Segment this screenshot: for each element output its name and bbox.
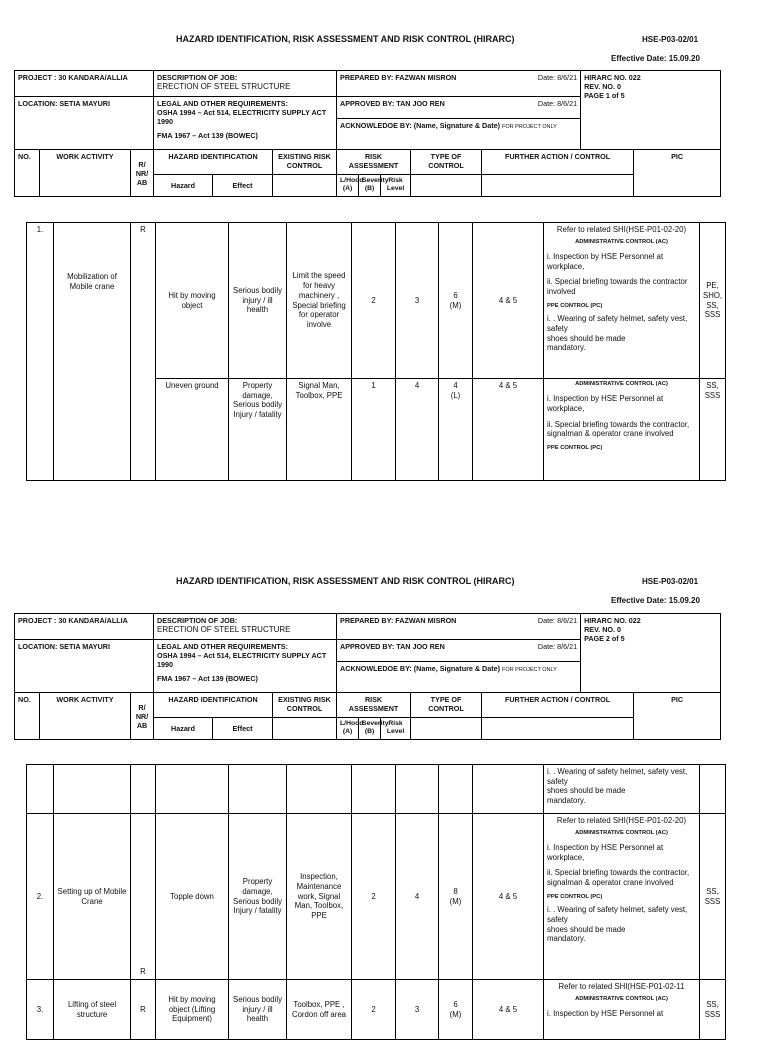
pic: SS, SSS xyxy=(700,980,726,1040)
existing-control: Inspection, Maintenance work, Signal Man, Toolbox, PPE xyxy=(287,814,352,980)
admin-control-heading: ADMINISTRATIVE CONTROL (AC) xyxy=(575,381,668,387)
document-title: HAZARD IDENTIFICATION, RISK ASSESSMENT AND RISK CONTROL (HIRARC) xyxy=(176,34,515,44)
risk-level: 6 (M) xyxy=(439,223,473,379)
col-existing-control: EXISTING RISK CONTROL xyxy=(273,150,337,175)
reference: Refer to related SHI(HSE-P01-02-11 xyxy=(558,982,685,991)
table-row xyxy=(27,765,726,814)
further-action xyxy=(544,223,700,379)
location-cell: LOCATION: SETIA MAYURI xyxy=(15,640,154,693)
ppe-control-heading: PPE CONTROL (PC) xyxy=(547,302,603,309)
admin-control-heading: ADMINISTRATIVE CONTROL (AC) xyxy=(575,238,668,245)
job-description-value: ERECTION OF STEEL STRUCTURE xyxy=(157,82,291,91)
hazard: Uneven ground xyxy=(156,379,229,481)
job-description-label: DESCRIPTION OF JOB: xyxy=(157,73,238,82)
risk-level: 6 (M) xyxy=(439,980,473,1040)
pic: PE, SHO, SS, SSS xyxy=(700,223,726,379)
col-hazard-identification: HAZARD IDENTIFICATION xyxy=(154,150,273,175)
risk-level: 4 (L) xyxy=(439,379,473,481)
admin-control-item: ii. Special briefing towards the contractor, signalman & operator crane involved xyxy=(547,868,690,888)
project-cell: PROJECT : 30 KANDARA/ALLIA xyxy=(15,71,154,97)
hazard-table-page-2 xyxy=(26,764,726,1040)
type-of-control: 4 & 5 xyxy=(473,980,544,1040)
admin-control-item: i. Inspection by HSE Personnel at xyxy=(547,1008,664,1018)
col-no: NO. xyxy=(15,150,40,197)
legal-line-2: FMA 1967 – Act 139 (BOWEC) xyxy=(157,674,258,683)
col-r-nr-ab: R/ NR/ AB xyxy=(131,150,154,197)
col-severity: Severity (B) xyxy=(359,718,381,740)
legal-line-1: OSHA 1994 – Act 514, ELECTRICITY SUPPLY ACT 1990 xyxy=(157,651,327,669)
col-blank xyxy=(482,718,634,740)
document-number: HSE-P03-02/01 xyxy=(642,577,699,586)
acknowledge-label: ACKNOWLEDOE BY: (Name, Signature & Date) xyxy=(340,121,501,130)
col-pic: PIC xyxy=(634,150,721,197)
col-blank xyxy=(273,718,337,740)
col-work-activity: WORK ACTIVITY xyxy=(40,693,131,740)
location-cell: LOCATION: SETIA MAYURI xyxy=(15,97,154,150)
col-blank xyxy=(411,175,482,197)
col-effect: Effect xyxy=(213,175,273,197)
admin-control-item: i. Inspection by HSE Personnel at workplace, xyxy=(547,842,664,862)
col-blank xyxy=(482,175,634,197)
admin-control-heading: ADMINISTRATIVE CONTROL (AC) xyxy=(575,829,668,836)
admin-control-item: ii. Special briefing towards the contractor, signalman & operator crane involved xyxy=(547,419,690,439)
col-type-of-control: TYPE OF CONTROL xyxy=(411,150,482,175)
row-number: 2. xyxy=(27,814,54,980)
likelihood: 2 xyxy=(352,223,396,379)
likelihood: 1 xyxy=(352,379,396,481)
ppe-control-heading: PPE CONTROL (PC) xyxy=(547,445,603,452)
legal-label: LEGAL AND OTHER REQUIREMENTS: xyxy=(157,99,288,108)
pic: SS, SSS xyxy=(700,379,726,481)
effect: Property damage, Serious bodily Injury / fatality xyxy=(229,814,287,980)
ppe-control-item: i. . Wearing of safety helmet, safety vest, safety shoes should be made mandatory. xyxy=(544,765,700,814)
col-hazard-identification: HAZARD IDENTIFICATION xyxy=(154,693,273,718)
revision-number: REV. NO. 0 xyxy=(584,82,621,91)
prepared-date: Date: 8/6/21 xyxy=(537,616,578,625)
table-row xyxy=(27,223,726,379)
work-activity: Mobilization of Mobile crane xyxy=(54,223,131,481)
row-number: 3. xyxy=(27,980,54,1040)
prepared-by-cell xyxy=(337,614,581,640)
col-hazard: Hazard xyxy=(154,175,213,197)
approved-date: Date: 8/6/21 xyxy=(537,642,578,651)
page-number: PAGE 2 of 5 xyxy=(584,634,625,643)
header-table xyxy=(14,613,721,740)
work-activity: Setting up of Mobile Crane xyxy=(54,814,131,980)
job-description-cell xyxy=(154,614,337,640)
col-risk-level: Risk Level xyxy=(381,718,411,740)
col-pic: PIC xyxy=(634,693,721,740)
hirarc-number: HIRARC NO. 022 xyxy=(584,616,641,625)
severity: 3 xyxy=(396,223,439,379)
hazard: Topple down xyxy=(156,814,229,980)
col-work-activity: WORK ACTIVITY xyxy=(40,150,131,197)
existing-control: Signal Man, Toolbox, PPE xyxy=(287,379,352,481)
effect: Serious bodily injury / ill health xyxy=(229,980,287,1040)
project-cell: PROJECT : 30 KANDARA/ALLIA xyxy=(15,614,154,640)
col-risk-assessment: RISK ASSESSMENT xyxy=(337,150,411,175)
legal-label: LEGAL AND OTHER REQUIREMENTS: xyxy=(157,642,288,651)
table-row xyxy=(27,814,726,980)
hazard-table-page-1 xyxy=(26,222,726,481)
approved-date: Date: 8/6/21 xyxy=(537,99,578,108)
severity: 3 xyxy=(396,980,439,1040)
col-likelihood: L/Hood (A) xyxy=(337,175,359,197)
approved-by-cell xyxy=(337,640,581,662)
existing-control: Toolbox, PPE , Cordon off area xyxy=(287,980,352,1040)
acknowledge-label: ACKNOWLEDOE BY: (Name, Signature & Date) xyxy=(340,664,501,673)
effective-date: Effective Date: 15.09.20 xyxy=(611,54,700,63)
legal-line-1: OSHA 1994 – Act 514, ELECTRICITY SUPPLY ACT 1990 xyxy=(157,108,327,126)
job-description-cell xyxy=(154,71,337,97)
admin-control-item: i. Inspection by HSE Personnel at workplace, xyxy=(547,251,664,271)
r-nr-ab: R xyxy=(131,814,156,980)
admin-control-heading: ADMINISTRATIVE CONTROL (AC) xyxy=(575,995,668,1002)
hazard: Hit by moving object xyxy=(156,223,229,379)
r-nr-ab: R xyxy=(131,980,156,1040)
header-table xyxy=(14,70,721,197)
approved-by: APPROVED BY: TAN JOO REN xyxy=(340,642,445,651)
risk-level: 8 (M) xyxy=(439,814,473,980)
acknowledge-note: FOR PROJECT ONLY xyxy=(502,124,557,130)
acknowledge-note: FOR PROJECT ONLY xyxy=(502,667,557,673)
type-of-control: 4 & 5 xyxy=(473,379,544,481)
revision-number: REV. NO. 0 xyxy=(584,625,621,634)
type-of-control: 4 & 5 xyxy=(473,814,544,980)
prepared-by-cell xyxy=(337,71,581,97)
col-likelihood: L/Hood (A) xyxy=(337,718,359,740)
effective-date: Effective Date: 15.09.20 xyxy=(611,596,700,605)
document-title: HAZARD IDENTIFICATION, RISK ASSESSMENT AND RISK CONTROL (HIRARC) xyxy=(176,576,515,586)
further-action xyxy=(544,379,700,481)
prepared-date: Date: 8/6/21 xyxy=(537,73,578,82)
further-action xyxy=(544,814,700,980)
col-risk-assessment: RISK ASSESSMENT xyxy=(337,693,411,718)
col-further-action: FURTHER ACTION / CONTROL xyxy=(482,150,634,175)
hirarc-number: HIRARC NO. 022 xyxy=(584,73,641,82)
legal-cell xyxy=(154,640,337,693)
effect: Property damage, Serious bodily Injury / fatality xyxy=(229,379,287,481)
hirarc-info-cell xyxy=(581,614,721,693)
col-no: NO. xyxy=(15,693,40,740)
r-nr-ab: R xyxy=(131,223,156,481)
prepared-by: PREPARED BY: FAZWAN MISRON xyxy=(340,73,457,82)
work-activity: Lifting of steel structure xyxy=(54,980,131,1040)
job-description-label: DESCRIPTION OF JOB: xyxy=(157,616,238,625)
acknowledge-cell xyxy=(337,662,581,693)
existing-control: Limit the speed for heavy machinery , Special briefing for operator involve xyxy=(287,223,352,379)
severity: 4 xyxy=(396,379,439,481)
further-action xyxy=(544,980,700,1040)
col-effect: Effect xyxy=(213,718,273,740)
prepared-by: PREPARED BY: FAZWAN MISRON xyxy=(340,616,457,625)
legal-line-2: FMA 1967 – Act 139 (BOWEC) xyxy=(157,131,258,140)
job-description-value: ERECTION OF STEEL STRUCTURE xyxy=(157,625,291,634)
page-number: PAGE 1 of 5 xyxy=(584,91,625,100)
row-number: 1. xyxy=(27,223,54,481)
col-r-nr-ab: R/ NR/ AB xyxy=(131,693,154,740)
acknowledge-cell xyxy=(337,119,581,150)
hirarc-info-cell xyxy=(581,71,721,150)
col-risk-level: Risk Level xyxy=(381,175,411,197)
severity: 4 xyxy=(396,814,439,980)
approved-by: APPROVED BY: TAN JOO REN xyxy=(340,99,445,108)
legal-cell xyxy=(154,97,337,150)
document-number: HSE-P03-02/01 xyxy=(642,35,699,44)
col-further-action: FURTHER ACTION / CONTROL xyxy=(482,693,634,718)
col-hazard: Hazard xyxy=(154,718,213,740)
col-type-of-control: TYPE OF CONTROL xyxy=(411,693,482,718)
approved-by-cell xyxy=(337,97,581,119)
effect: Serious bodily injury / ill health xyxy=(229,223,287,379)
admin-control-item: ii. Special briefing towards the contractor involved xyxy=(547,277,688,297)
ppe-control-item: i. . Wearing of safety helmet, safety vest, safety shoes should be made mandatory. xyxy=(547,905,688,944)
type-of-control: 4 & 5 xyxy=(473,223,544,379)
reference: Refer to related SHI(HSE-P01-02-20) xyxy=(556,225,687,234)
likelihood: 2 xyxy=(352,814,396,980)
ppe-control-heading: PPE CONTROL (PC) xyxy=(547,893,603,900)
admin-control-item: i. Inspection by HSE Personnel at workplace, xyxy=(547,394,664,413)
hazard: Hit by moving object (Lifting Equipment) xyxy=(156,980,229,1040)
col-severity: Severity (B) xyxy=(359,175,381,197)
col-blank xyxy=(411,718,482,740)
likelihood: 2 xyxy=(352,980,396,1040)
col-blank xyxy=(273,175,337,197)
reference: Refer to related SHI(HSE-P01-02-20) xyxy=(556,816,687,825)
pic: SS, SSS xyxy=(700,814,726,980)
col-existing-control: EXISTING RISK CONTROL xyxy=(273,693,337,718)
ppe-control-item: i. . Wearing of safety helmet, safety vest, safety shoes should be made mandatory. xyxy=(547,314,688,353)
table-row xyxy=(27,980,726,1040)
